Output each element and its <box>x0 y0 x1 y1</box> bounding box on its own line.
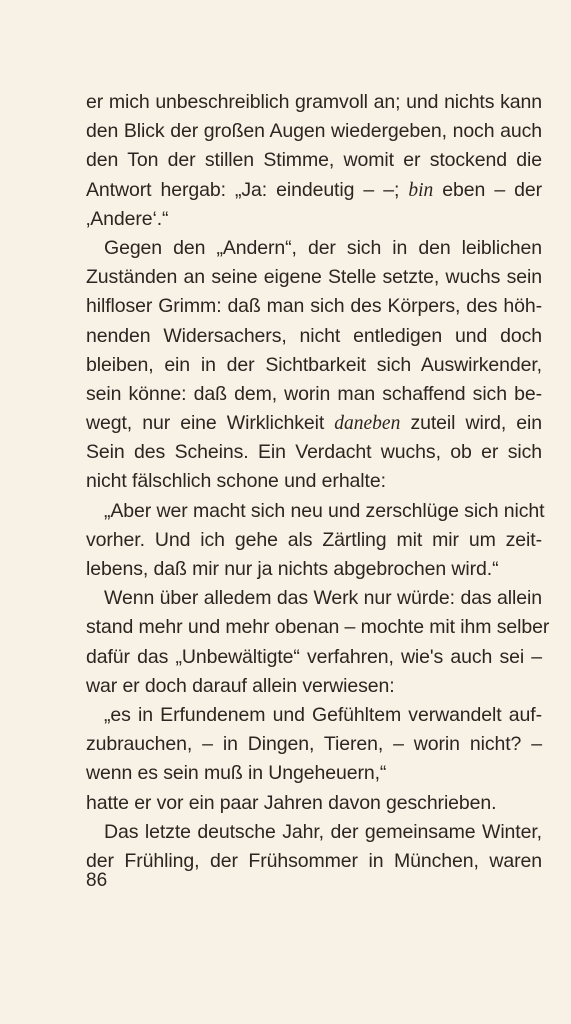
text-line: Das letzte deutsche Jahr, der gemeinsame Winter, <box>104 820 542 843</box>
text-line: stand mehr und mehr obenan – mochte mit ihm selber <box>86 616 550 639</box>
text-line: zubrauchen, – in Dingen, Tieren, – worin nicht? – <box>86 733 542 756</box>
text-span: zuteil wird, ein <box>400 412 542 435</box>
text-line: Gegen den „Andern“, der sich in den leiblichen <box>104 236 542 259</box>
text-line: vorher. Und ich gehe als Zärtling mit mir um zeit- <box>86 528 542 551</box>
text-line: hatte er vor ein paar Jahren davon geschrieben. <box>86 791 497 814</box>
page-number: 86 <box>86 870 108 891</box>
text-line: „es in Erfundenem und Gefühltem verwandelt auf- <box>104 703 542 726</box>
text-line: Wenn über alledem das Werk nur würde: das allein <box>104 587 542 610</box>
text-line: er mich unbeschreiblich gramvoll an; und nichts kann <box>86 91 542 113</box>
text-line: lebens, daß mir nur ja nichts abgebrochen wird.“ <box>86 558 499 580</box>
text-span: Antwort hergab: „Ja: eindeutig – –; <box>86 178 409 201</box>
text-line: den Ton der stillen Stimme, womit er stockend die <box>86 149 542 172</box>
text-line: dafür das „Unbewältigte“ verfahren, wie's auch sei – <box>86 645 542 668</box>
text-line: ‚Andere‘.“ <box>86 207 169 230</box>
text-line: der Frühling, der Frühsommer in München, waren <box>86 849 542 872</box>
text-line: sein könne: daß dem, worin man schaffend sich be- <box>86 382 542 405</box>
text-line: war er doch darauf allein verwiesen: <box>86 674 395 697</box>
text-span: wegt, nur eine Wirklichkeit <box>86 412 335 435</box>
text-line: nenden Widersachers, nicht entledigen und doch <box>86 324 542 347</box>
text-line: hilfloser Grimm: daß man sich des Körpers, des höh- <box>86 295 542 318</box>
text-span: eben – der <box>433 178 542 201</box>
text-line: den Blick der großen Augen wiedergeben, noch auch <box>86 120 542 143</box>
text-line: Sein des Scheins. Ein Verdacht wuchs, ob er sich <box>86 441 542 464</box>
emphasis-text: daneben <box>334 413 401 435</box>
text-line <box>86 409 542 438</box>
body-text <box>86 88 550 876</box>
text-line: nicht fälschlich schone und erhalte: <box>86 470 386 493</box>
text-line <box>86 176 542 205</box>
emphasis-text: bin <box>408 179 434 201</box>
text-line: wenn es sein muß in Ungeheuern,“ <box>86 762 387 785</box>
text-line: „Aber wer macht sich neu und zerschlüge sich nicht <box>104 499 545 522</box>
text-line: bleiben, ein in der Sichtbarkeit sich Auswirkender, <box>86 353 542 376</box>
text-line: Zuständen an seine eigene Stelle setzte, wuchs sein <box>86 266 542 289</box>
